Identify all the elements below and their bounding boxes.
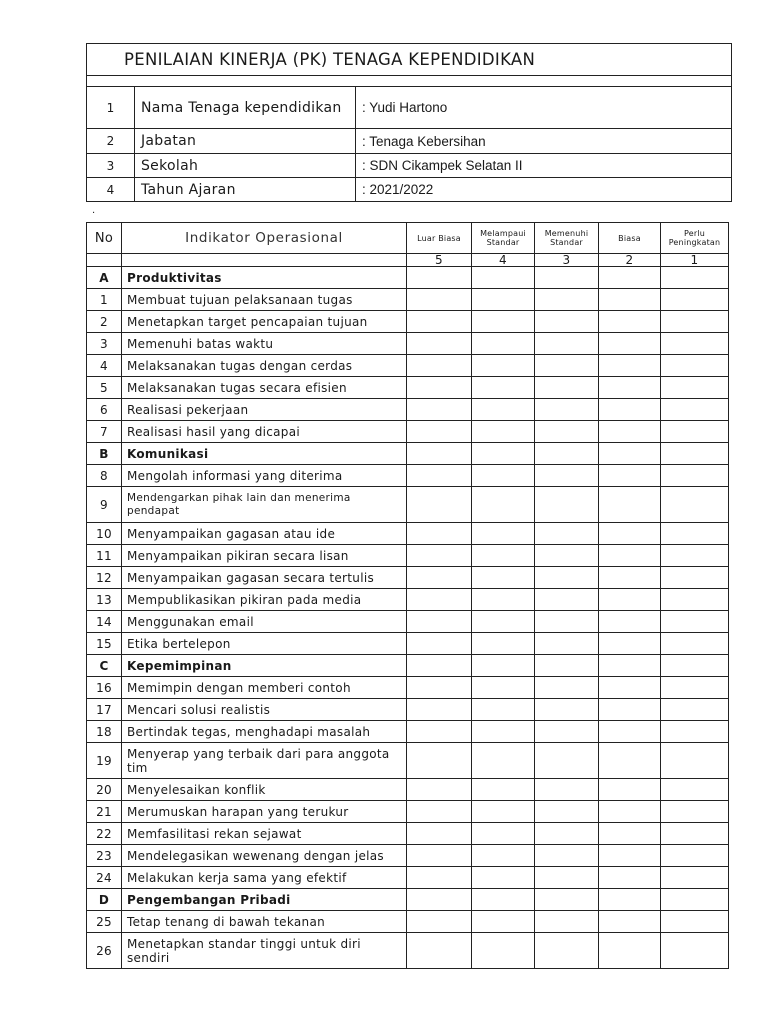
rating-cell-3[interactable]	[535, 801, 599, 823]
info-no: 3	[87, 154, 135, 178]
rating-cell-3[interactable]	[535, 487, 599, 523]
rating-cell-3[interactable]	[535, 823, 599, 845]
rating-cell-3[interactable]	[535, 289, 599, 311]
indicator-text: Mendelegasikan wewenang dengan jelas	[122, 845, 407, 867]
score-blank	[122, 254, 407, 267]
rating-cell-1[interactable]	[661, 743, 729, 779]
rating-cell-5[interactable]	[407, 677, 472, 699]
rating-cell-3[interactable]	[535, 677, 599, 699]
info-value-year: : 2021/2022	[356, 178, 732, 202]
rating-cell-2[interactable]	[599, 289, 661, 311]
rating-header-fair: Biasa	[599, 223, 661, 254]
indicator-number: 3	[87, 333, 122, 355]
rating-cell-4	[472, 655, 535, 677]
rating-cell-5[interactable]	[407, 523, 472, 545]
rating-cell-5[interactable]	[407, 289, 472, 311]
rating-cell-5[interactable]	[407, 867, 472, 889]
indicator-row	[87, 355, 729, 377]
rating-cell-1[interactable]	[661, 699, 729, 721]
info-value-position: : Tenaga Kebersihan	[356, 129, 732, 154]
rating-cell-1[interactable]	[661, 545, 729, 567]
rating-cell-1[interactable]	[661, 633, 729, 655]
indicator-text: Tetap tenang di bawah tekanan	[122, 911, 407, 933]
info-row-year	[87, 178, 732, 202]
rating-cell-3	[535, 655, 599, 677]
spacer-row	[87, 76, 732, 87]
indicator-row	[87, 801, 729, 823]
rating-cell-5	[407, 443, 472, 465]
indicator-row	[87, 545, 729, 567]
indicator-text: Menetapkan standar tinggi untuk diri sendiri	[122, 933, 407, 969]
rating-cell-2[interactable]	[599, 523, 661, 545]
indicator-text: Menyampaikan gagasan secara tertulis	[122, 567, 407, 589]
rating-cell-1[interactable]	[661, 421, 729, 443]
rating-cell-5[interactable]	[407, 399, 472, 421]
rating-cell-3[interactable]	[535, 421, 599, 443]
rating-cell-5[interactable]	[407, 465, 472, 487]
rating-cell-3[interactable]	[535, 911, 599, 933]
rating-cell-2[interactable]	[599, 589, 661, 611]
indicator-text: Realisasi hasil yang dicapai	[122, 421, 407, 443]
indicator-text: Mendengarkan pihak lain dan menerima pendapat	[122, 487, 407, 523]
info-row-position	[87, 129, 732, 154]
indicator-number: 21	[87, 801, 122, 823]
indicator-row	[87, 677, 729, 699]
rating-cell-1[interactable]	[661, 779, 729, 801]
rating-cell-3[interactable]	[535, 611, 599, 633]
rating-cell-2[interactable]	[599, 677, 661, 699]
indicator-text: Mengolah informasi yang diterima	[122, 465, 407, 487]
rating-cell-2[interactable]	[599, 633, 661, 655]
indicator-number: 15	[87, 633, 122, 655]
indicator-row	[87, 867, 729, 889]
rating-cell-3[interactable]	[535, 933, 599, 969]
section-row	[87, 443, 729, 465]
rating-cell-5[interactable]	[407, 589, 472, 611]
indicator-number: 12	[87, 567, 122, 589]
rating-cell-3	[535, 443, 599, 465]
rating-cell-2[interactable]	[599, 699, 661, 721]
indicator-number: 14	[87, 611, 122, 633]
indicator-number: 19	[87, 743, 122, 779]
indicator-number: 1	[87, 289, 122, 311]
rating-cell-2[interactable]	[599, 355, 661, 377]
info-label-school: Sekolah	[135, 154, 356, 178]
separator-dot: .	[92, 205, 96, 216]
info-value-name: : Yudi Hartono	[356, 87, 732, 129]
rating-cell-4[interactable]	[472, 933, 535, 969]
indicator-number: 13	[87, 589, 122, 611]
rating-cell-1[interactable]	[661, 677, 729, 699]
rating-cell-1[interactable]	[661, 611, 729, 633]
rating-cell-5[interactable]	[407, 311, 472, 333]
rating-cell-4[interactable]	[472, 399, 535, 421]
score-blank	[87, 254, 122, 267]
rating-cell-4	[472, 267, 535, 289]
rating-cell-5[interactable]	[407, 743, 472, 779]
indicator-number: 26	[87, 933, 122, 969]
rating-cell-2	[599, 655, 661, 677]
indicator-number: 10	[87, 523, 122, 545]
section-code: C	[87, 655, 122, 677]
rating-cell-4[interactable]	[472, 355, 535, 377]
rating-cell-5[interactable]	[407, 933, 472, 969]
rating-cell-1[interactable]	[661, 721, 729, 743]
indicator-number: 7	[87, 421, 122, 443]
column-header-indicator: Indikator Operasional	[122, 223, 407, 254]
indicator-number: 6	[87, 399, 122, 421]
rating-cell-5[interactable]	[407, 487, 472, 523]
rating-cell-2	[599, 889, 661, 911]
rating-cell-2[interactable]	[599, 399, 661, 421]
rating-cell-4[interactable]	[472, 611, 535, 633]
indicator-text: Bertindak tegas, menghadapi masalah	[122, 721, 407, 743]
indicator-row	[87, 487, 729, 523]
rating-cell-2	[599, 443, 661, 465]
indicator-text: Memfasilitasi rekan sejawat	[122, 823, 407, 845]
rating-header-needs-improvement: Perlu Peningkatan	[661, 223, 729, 254]
rating-cell-4[interactable]	[472, 743, 535, 779]
rating-cell-1[interactable]	[661, 867, 729, 889]
rating-cell-1[interactable]	[661, 911, 729, 933]
indicator-row	[87, 845, 729, 867]
rating-cell-1[interactable]	[661, 377, 729, 399]
rating-cell-3	[535, 889, 599, 911]
rating-cell-5[interactable]	[407, 633, 472, 655]
indicator-row	[87, 567, 729, 589]
indicator-number: 4	[87, 355, 122, 377]
indicator-text: Memimpin dengan memberi contoh	[122, 677, 407, 699]
rating-cell-2[interactable]	[599, 779, 661, 801]
section-row	[87, 267, 729, 289]
rating-cell-2[interactable]	[599, 611, 661, 633]
indicator-text: Merumuskan harapan yang terukur	[122, 801, 407, 823]
indicator-text: Mencari solusi realistis	[122, 699, 407, 721]
rating-cell-4[interactable]	[472, 567, 535, 589]
rating-cell-2[interactable]	[599, 911, 661, 933]
indicator-number: 18	[87, 721, 122, 743]
rating-cell-3[interactable]	[535, 589, 599, 611]
rating-cell-5[interactable]	[407, 545, 472, 567]
rating-cell-3	[535, 267, 599, 289]
rating-cell-3[interactable]	[535, 465, 599, 487]
indicator-row	[87, 289, 729, 311]
indicator-number: 5	[87, 377, 122, 399]
indicator-number: 16	[87, 677, 122, 699]
rating-cell-4[interactable]	[472, 333, 535, 355]
rating-cell-1[interactable]	[661, 801, 729, 823]
rating-cell-1[interactable]	[661, 589, 729, 611]
rating-cell-3[interactable]	[535, 545, 599, 567]
rating-cell-4[interactable]	[472, 845, 535, 867]
rating-cell-5[interactable]	[407, 611, 472, 633]
rating-cell-2[interactable]	[599, 567, 661, 589]
rating-cell-1[interactable]	[661, 333, 729, 355]
rating-cell-1[interactable]	[661, 465, 729, 487]
rating-cell-3[interactable]	[535, 845, 599, 867]
rating-cell-5[interactable]	[407, 567, 472, 589]
indicator-row	[87, 399, 729, 421]
info-label-position: Jabatan	[135, 129, 356, 154]
score-4: 4	[472, 254, 535, 267]
header-info-table	[86, 43, 732, 202]
rating-cell-1	[661, 889, 729, 911]
rating-cell-5[interactable]	[407, 845, 472, 867]
section-title: Komunikasi	[122, 443, 407, 465]
rating-header-meets: Memenuhi Standar	[535, 223, 599, 254]
rating-cell-4	[472, 889, 535, 911]
rating-cell-3[interactable]	[535, 633, 599, 655]
rating-cell-4[interactable]	[472, 465, 535, 487]
rating-cell-3[interactable]	[535, 721, 599, 743]
rating-cell-3[interactable]	[535, 779, 599, 801]
rating-cell-5[interactable]	[407, 377, 472, 399]
rating-cell-4[interactable]	[472, 377, 535, 399]
rating-cell-1[interactable]	[661, 399, 729, 421]
rating-cell-3[interactable]	[535, 333, 599, 355]
score-3: 3	[535, 254, 599, 267]
rating-cell-4[interactable]	[472, 677, 535, 699]
indicator-row	[87, 465, 729, 487]
rating-cell-4[interactable]	[472, 545, 535, 567]
rating-cell-2[interactable]	[599, 823, 661, 845]
indicator-row	[87, 779, 729, 801]
rating-cell-1	[661, 267, 729, 289]
rating-cell-1[interactable]	[661, 487, 729, 523]
rating-cell-5[interactable]	[407, 801, 472, 823]
info-no: 1	[87, 87, 135, 129]
rating-cell-4[interactable]	[472, 633, 535, 655]
indicator-text: Membuat tujuan pelaksanaan tugas	[122, 289, 407, 311]
rating-cell-2[interactable]	[599, 845, 661, 867]
rating-cell-2[interactable]	[599, 377, 661, 399]
rating-cell-3[interactable]	[535, 567, 599, 589]
rating-cell-3[interactable]	[535, 699, 599, 721]
indicator-text: Menyampaikan gagasan atau ide	[122, 523, 407, 545]
score-2: 2	[599, 254, 661, 267]
indicator-number: 2	[87, 311, 122, 333]
column-header-no: No	[87, 223, 122, 254]
rating-cell-1[interactable]	[661, 823, 729, 845]
rating-cell-1	[661, 443, 729, 465]
rating-cell-4[interactable]	[472, 823, 535, 845]
rating-cell-3[interactable]	[535, 743, 599, 779]
indicator-row	[87, 589, 729, 611]
indicator-row	[87, 699, 729, 721]
rating-cell-2[interactable]	[599, 721, 661, 743]
rating-cell-5[interactable]	[407, 421, 472, 443]
indicator-text: Memenuhi batas waktu	[122, 333, 407, 355]
rating-cell-2[interactable]	[599, 487, 661, 523]
rating-cell-5[interactable]	[407, 823, 472, 845]
rating-cell-2	[599, 267, 661, 289]
rating-cell-4[interactable]	[472, 911, 535, 933]
rating-cell-4[interactable]	[472, 421, 535, 443]
indicator-row	[87, 633, 729, 655]
rating-cell-3[interactable]	[535, 867, 599, 889]
section-code: A	[87, 267, 122, 289]
rating-cell-2[interactable]	[599, 867, 661, 889]
rating-cell-4	[472, 443, 535, 465]
section-row	[87, 889, 729, 911]
rating-cell-4[interactable]	[472, 589, 535, 611]
rating-cell-2[interactable]	[599, 933, 661, 969]
rating-cell-1[interactable]	[661, 311, 729, 333]
rating-header-exceeds: Melampaui Standar	[472, 223, 535, 254]
indicator-text: Menggunakan email	[122, 611, 407, 633]
info-value-school: : SDN Cikampek Selatan II	[356, 154, 732, 178]
indicator-row	[87, 421, 729, 443]
rating-cell-4[interactable]	[472, 487, 535, 523]
score-5: 5	[407, 254, 472, 267]
rating-cell-4[interactable]	[472, 289, 535, 311]
rating-cell-5	[407, 267, 472, 289]
indicator-number: 11	[87, 545, 122, 567]
indicator-row	[87, 523, 729, 545]
rating-cell-1[interactable]	[661, 933, 729, 969]
rating-cell-4[interactable]	[472, 311, 535, 333]
indicator-number: 24	[87, 867, 122, 889]
indicator-number: 25	[87, 911, 122, 933]
indicator-text: Realisasi pekerjaan	[122, 399, 407, 421]
indicator-row	[87, 911, 729, 933]
indicator-text: Menyampaikan pikiran secara lisan	[122, 545, 407, 567]
indicator-text: Menetapkan target pencapaian tujuan	[122, 311, 407, 333]
document-title: PENILAIAN KINERJA (PK) TENAGA KEPENDIDIKAN	[87, 44, 732, 76]
rating-cell-1[interactable]	[661, 567, 729, 589]
rating-cell-3[interactable]	[535, 523, 599, 545]
info-row-school	[87, 154, 732, 178]
rating-cell-3[interactable]	[535, 399, 599, 421]
rating-cell-5[interactable]	[407, 355, 472, 377]
rating-cell-5	[407, 889, 472, 911]
rating-cell-5	[407, 655, 472, 677]
rating-cell-4[interactable]	[472, 699, 535, 721]
section-row	[87, 655, 729, 677]
score-row	[87, 254, 729, 267]
rating-cell-1[interactable]	[661, 845, 729, 867]
section-code: D	[87, 889, 122, 911]
rating-cell-3[interactable]	[535, 355, 599, 377]
rating-cell-2[interactable]	[599, 545, 661, 567]
rating-cell-1[interactable]	[661, 355, 729, 377]
section-title: Pengembangan Pribadi	[122, 889, 407, 911]
indicator-text: Menyerap yang terbaik dari para anggota tim	[122, 743, 407, 779]
indicator-text: Melaksanakan tugas dengan cerdas	[122, 355, 407, 377]
rating-cell-4[interactable]	[472, 523, 535, 545]
indicator-row	[87, 311, 729, 333]
rating-cell-2[interactable]	[599, 801, 661, 823]
indicator-number: 17	[87, 699, 122, 721]
rating-cell-4[interactable]	[472, 779, 535, 801]
rating-cell-3[interactable]	[535, 311, 599, 333]
section-code: B	[87, 443, 122, 465]
indicator-number: 9	[87, 487, 122, 523]
section-title: Produktivitas	[122, 267, 407, 289]
rating-header-outstanding: Luar Biasa	[407, 223, 472, 254]
rating-cell-2[interactable]	[599, 311, 661, 333]
rating-cell-4[interactable]	[472, 867, 535, 889]
table-header-row	[87, 223, 729, 254]
indicator-text: Menyelesaikan konflik	[122, 779, 407, 801]
rating-cell-1	[661, 655, 729, 677]
section-title: Kepemimpinan	[122, 655, 407, 677]
indicator-text: Melakukan kerja sama yang efektif	[122, 867, 407, 889]
rating-cell-4[interactable]	[472, 801, 535, 823]
indicator-row	[87, 611, 729, 633]
rating-cell-2[interactable]	[599, 333, 661, 355]
indicator-number: 8	[87, 465, 122, 487]
rating-cell-2[interactable]	[599, 465, 661, 487]
rating-cell-5[interactable]	[407, 911, 472, 933]
indicator-table	[86, 222, 729, 969]
indicator-text: Etika bertelepon	[122, 633, 407, 655]
indicator-row	[87, 721, 729, 743]
indicator-number: 22	[87, 823, 122, 845]
info-row-name	[87, 87, 732, 129]
indicator-row	[87, 823, 729, 845]
spacer-cell	[87, 76, 732, 87]
rating-cell-5[interactable]	[407, 333, 472, 355]
rating-cell-5[interactable]	[407, 699, 472, 721]
indicator-number: 23	[87, 845, 122, 867]
rating-cell-4[interactable]	[472, 721, 535, 743]
indicator-row	[87, 333, 729, 355]
rating-cell-2[interactable]	[599, 421, 661, 443]
rating-cell-2[interactable]	[599, 743, 661, 779]
score-1: 1	[661, 254, 729, 267]
indicator-number: 20	[87, 779, 122, 801]
info-no: 2	[87, 129, 135, 154]
indicator-row	[87, 933, 729, 969]
indicator-text: Melaksanakan tugas secara efisien	[122, 377, 407, 399]
rating-cell-1[interactable]	[661, 523, 729, 545]
rating-cell-5[interactable]	[407, 779, 472, 801]
info-label-year: Tahun Ajaran	[135, 178, 356, 202]
rating-cell-3[interactable]	[535, 377, 599, 399]
info-no: 4	[87, 178, 135, 202]
rating-cell-5[interactable]	[407, 721, 472, 743]
info-label-name: Nama Tenaga kependidikan	[135, 87, 356, 129]
rating-cell-1[interactable]	[661, 289, 729, 311]
indicator-row	[87, 743, 729, 779]
title-row	[87, 44, 732, 76]
indicator-row	[87, 377, 729, 399]
indicator-text: Mempublikasikan pikiran pada media	[122, 589, 407, 611]
